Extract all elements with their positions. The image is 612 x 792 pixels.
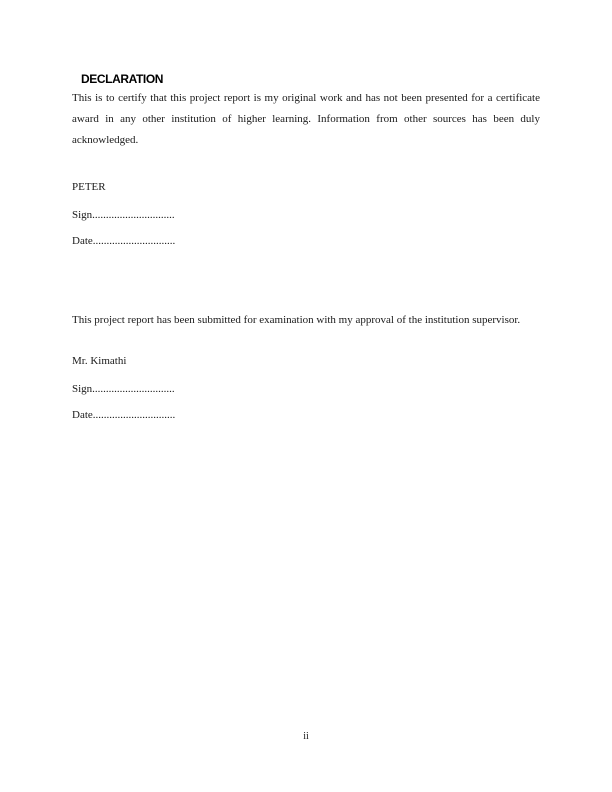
page-number: ii	[303, 731, 309, 742]
student-date-line: Date..............................	[72, 235, 176, 247]
student-sign-line: Sign..............................	[72, 209, 175, 221]
supervisor-name: Mr. Kimathi	[72, 355, 127, 367]
supervisor-sign-line: Sign..............................	[72, 383, 175, 395]
supervisor-date-line: Date..............................	[72, 409, 176, 421]
student-name: PETER	[72, 181, 106, 193]
supervisor-declaration-text: This project report has been submitted for examination with my approval of the institution supervisor.	[72, 314, 521, 326]
page-title: DECLARATION	[81, 72, 164, 86]
student-declaration-text: This is to certify that this project report is my original work and has not been presented for a certificate award in any other institution of higher learning. Information from other sources has been duly acknowledged.	[72, 92, 540, 146]
